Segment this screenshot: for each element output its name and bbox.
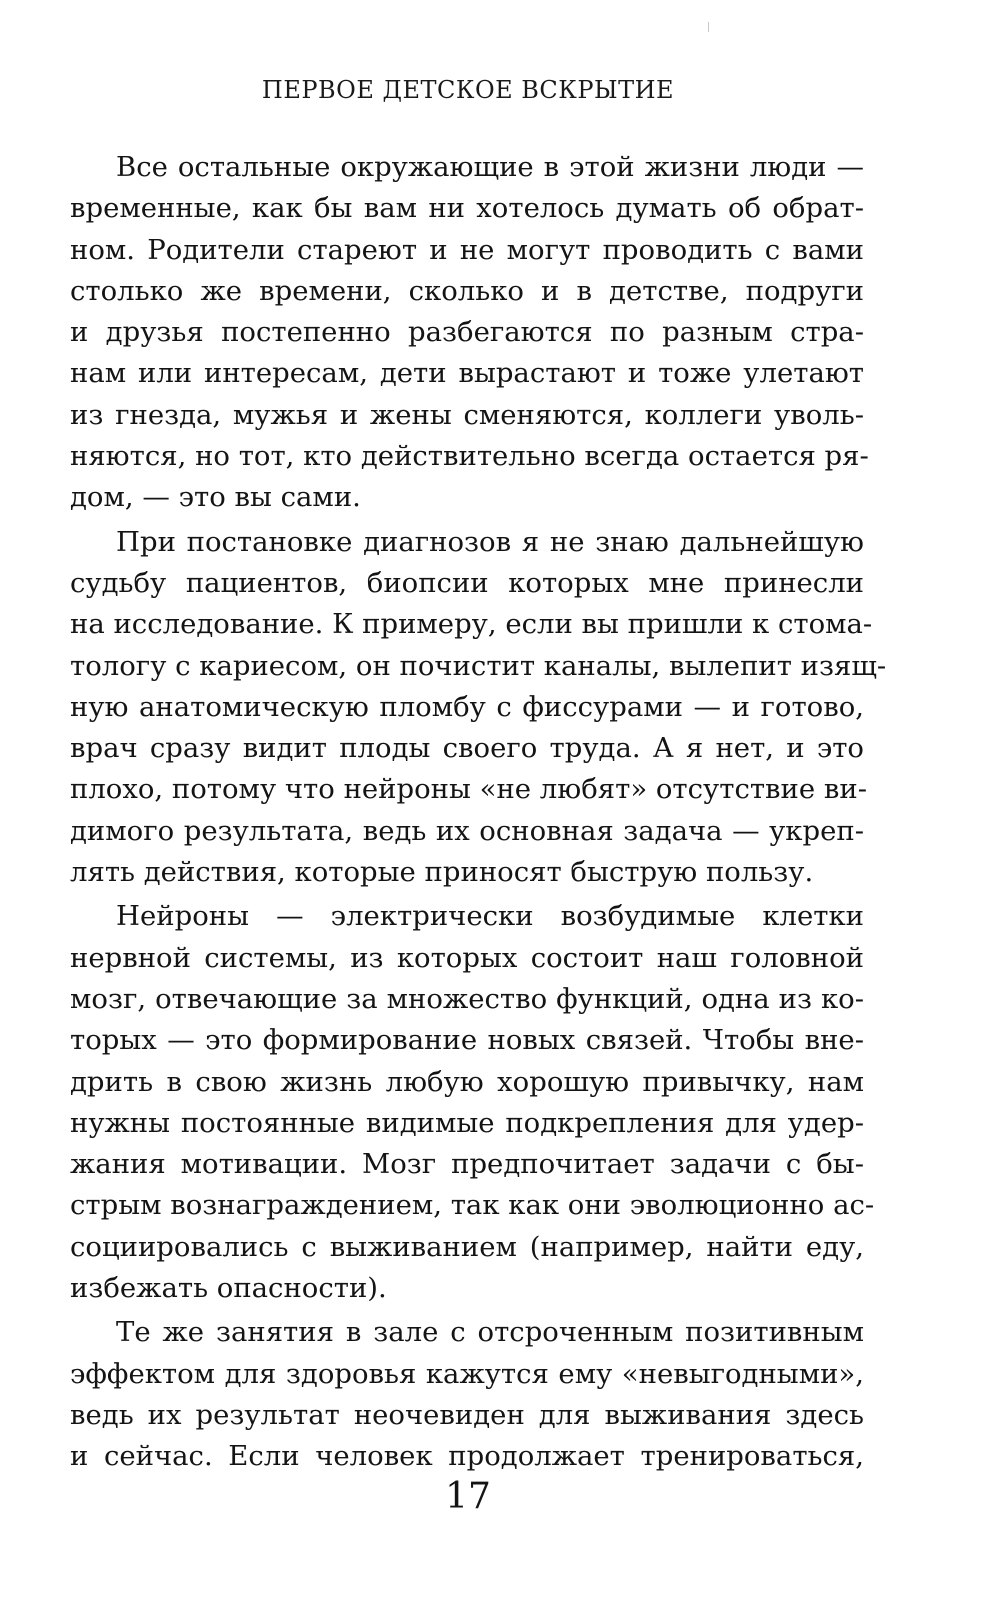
paragraph	[70, 147, 869, 519]
text-line: врач сразу видит плоды своего труда. А я нет, и это	[70, 732, 864, 765]
text-line: мозг, отвечающие за множество функций, одна из ко-	[70, 982, 864, 1015]
text-line: временные, как бы вам ни хотелось думать об обрат-	[70, 192, 864, 225]
text-line: жания мотивации. Мозг предпочитает задачи с бы-	[70, 1148, 864, 1181]
text-line: тологу с кариесом, он почистит каналы, вылепит изящ-	[70, 649, 887, 682]
text-line: нужны постоянные видимые подкрепления для удер-	[70, 1106, 864, 1139]
text-line: плохо, потому что нейроны «не любят» отсутствие ви-	[70, 773, 867, 806]
paragraph	[70, 522, 887, 894]
text-line: дрить в свою жизнь любую хорошую привычку, нам	[70, 1065, 864, 1098]
body-text	[70, 147, 887, 1478]
text-line: димого результата, ведь их основная задача — укреп-	[70, 814, 864, 847]
text-line: дом, — это вы сами.	[70, 481, 361, 514]
text-line: лять действия, которые приносят быструю пользу.	[70, 856, 814, 889]
running-head: ПЕРВОЕ ДЕТСКОЕ ВСКРЫТИЕ	[261, 76, 675, 104]
paragraph	[70, 1312, 864, 1477]
text-line: торых — это формирование новых связей. Чтобы вне-	[70, 1024, 864, 1057]
text-line: ведь их результат неочевиден для выживания здесь	[70, 1398, 864, 1431]
text-line: на исследование. К примеру, если вы пришли к стома-	[70, 608, 873, 641]
text-line: социировались с выживанием (например, найти еду,	[70, 1230, 864, 1263]
text-line: ную анатомическую пломбу с фиссурами — и готово,	[70, 690, 864, 723]
text-line: Все остальные окружающие в этой жизни люди —	[116, 151, 864, 183]
scan-artifact	[708, 22, 709, 32]
text-line: и сейчас. Если человек продолжает тренироваться,	[70, 1440, 864, 1473]
text-line: При постановке диагнозов я не знаю дальнейшую	[116, 525, 864, 558]
page-number: 17	[445, 1476, 491, 1517]
text-line: стрым вознаграждением, так как они эволюционно ас-	[70, 1189, 875, 1222]
text-line: нам или интересам, дети вырастают и тоже улетают	[70, 357, 864, 390]
text-line: из гнезда, мужья и жены сменяются, коллеги уволь-	[70, 398, 864, 431]
text-line: столько же времени, сколько и в детстве, подруги	[70, 274, 864, 307]
text-line: и друзья постепенно разбегаются по разным стра-	[70, 316, 864, 349]
text-line: нервной системы, из которых состоит наш головной	[70, 941, 864, 974]
text-line: Те же занятия в зале с отсроченным позитивным	[116, 1316, 864, 1349]
text-line: няются, но тот, кто действительно всегда остается ря-	[70, 440, 869, 473]
text-line: эффектом для здоровья кажутся ему «невыгодными»,	[70, 1357, 864, 1390]
text-line: ном. Родители стареют и не могут проводить с вами	[70, 233, 864, 266]
paragraph	[70, 896, 875, 1309]
text-line: судьбу пациентов, биопсии которых мне принесли	[70, 566, 864, 599]
text-line: Нейроны — электрически возбудимые клетки	[116, 900, 864, 933]
text-line: избежать опасности).	[70, 1272, 387, 1305]
